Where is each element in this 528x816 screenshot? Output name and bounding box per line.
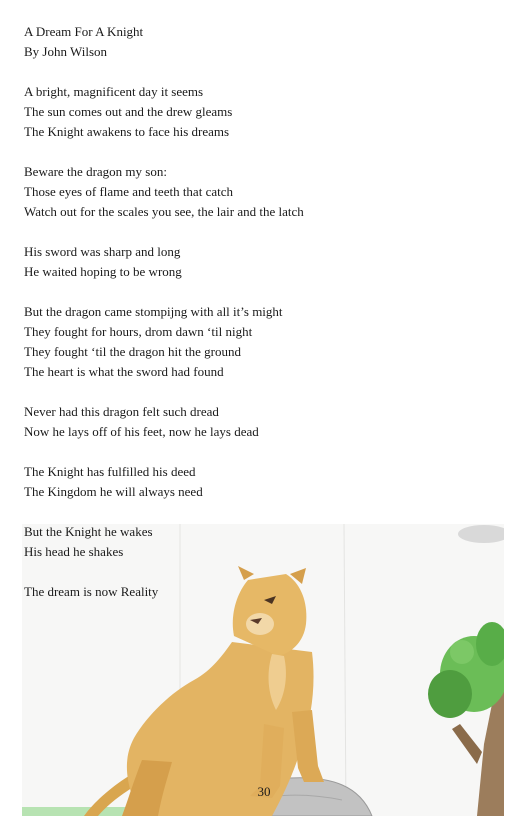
stanza-gap bbox=[24, 282, 304, 302]
poem-author: By John Wilson bbox=[24, 44, 108, 59]
stanza-gap bbox=[24, 382, 304, 402]
poem-line: Beware the dragon my son: bbox=[24, 164, 167, 179]
poem-line: Never had this dragon felt such dread bbox=[24, 404, 219, 419]
poem-line: Watch out for the scales you see, the lair and the latch bbox=[24, 204, 304, 219]
poem-line: They fought for hours, drom dawn ‘til night bbox=[24, 324, 253, 339]
poem-line: The heart is what the sword had found bbox=[24, 364, 224, 379]
poem-line: The Kingdom he will always need bbox=[24, 484, 203, 499]
stanza-gap bbox=[24, 442, 304, 462]
poem-line: He waited hoping to be wrong bbox=[24, 264, 182, 279]
poem-title: A Dream For A Knight bbox=[24, 24, 144, 39]
poem bbox=[24, 22, 304, 602]
poem-line: But the Knight he wakes bbox=[24, 524, 153, 539]
poem-line: The sun comes out and the drew gleams bbox=[24, 104, 233, 119]
page-number: 30 bbox=[257, 784, 271, 799]
poem-line: A bright, magnificent day it seems bbox=[24, 84, 204, 99]
stanza-gap bbox=[24, 142, 304, 162]
poem-line: But the dragon came stompijng with all it’s might bbox=[24, 304, 283, 319]
poem-line: They fought ‘til the dragon hit the ground bbox=[24, 344, 241, 359]
poem-line: The Knight has fulfilled his deed bbox=[24, 464, 196, 479]
poem-line: Those eyes of flame and teeth that catch bbox=[24, 184, 233, 199]
stanza-gap bbox=[24, 562, 304, 582]
poem-line: His sword was sharp and long bbox=[24, 244, 181, 259]
poem-line: The dream is now Reality bbox=[24, 584, 159, 599]
poem-line: The Knight awakens to face his dreams bbox=[24, 124, 230, 139]
poem-line: His head he shakes bbox=[24, 544, 124, 559]
stanza-gap bbox=[24, 502, 304, 522]
poem-line: Now he lays off of his feet, now he lays dead bbox=[24, 424, 259, 439]
stanza-gap bbox=[24, 222, 304, 242]
stanza-gap bbox=[24, 62, 304, 82]
